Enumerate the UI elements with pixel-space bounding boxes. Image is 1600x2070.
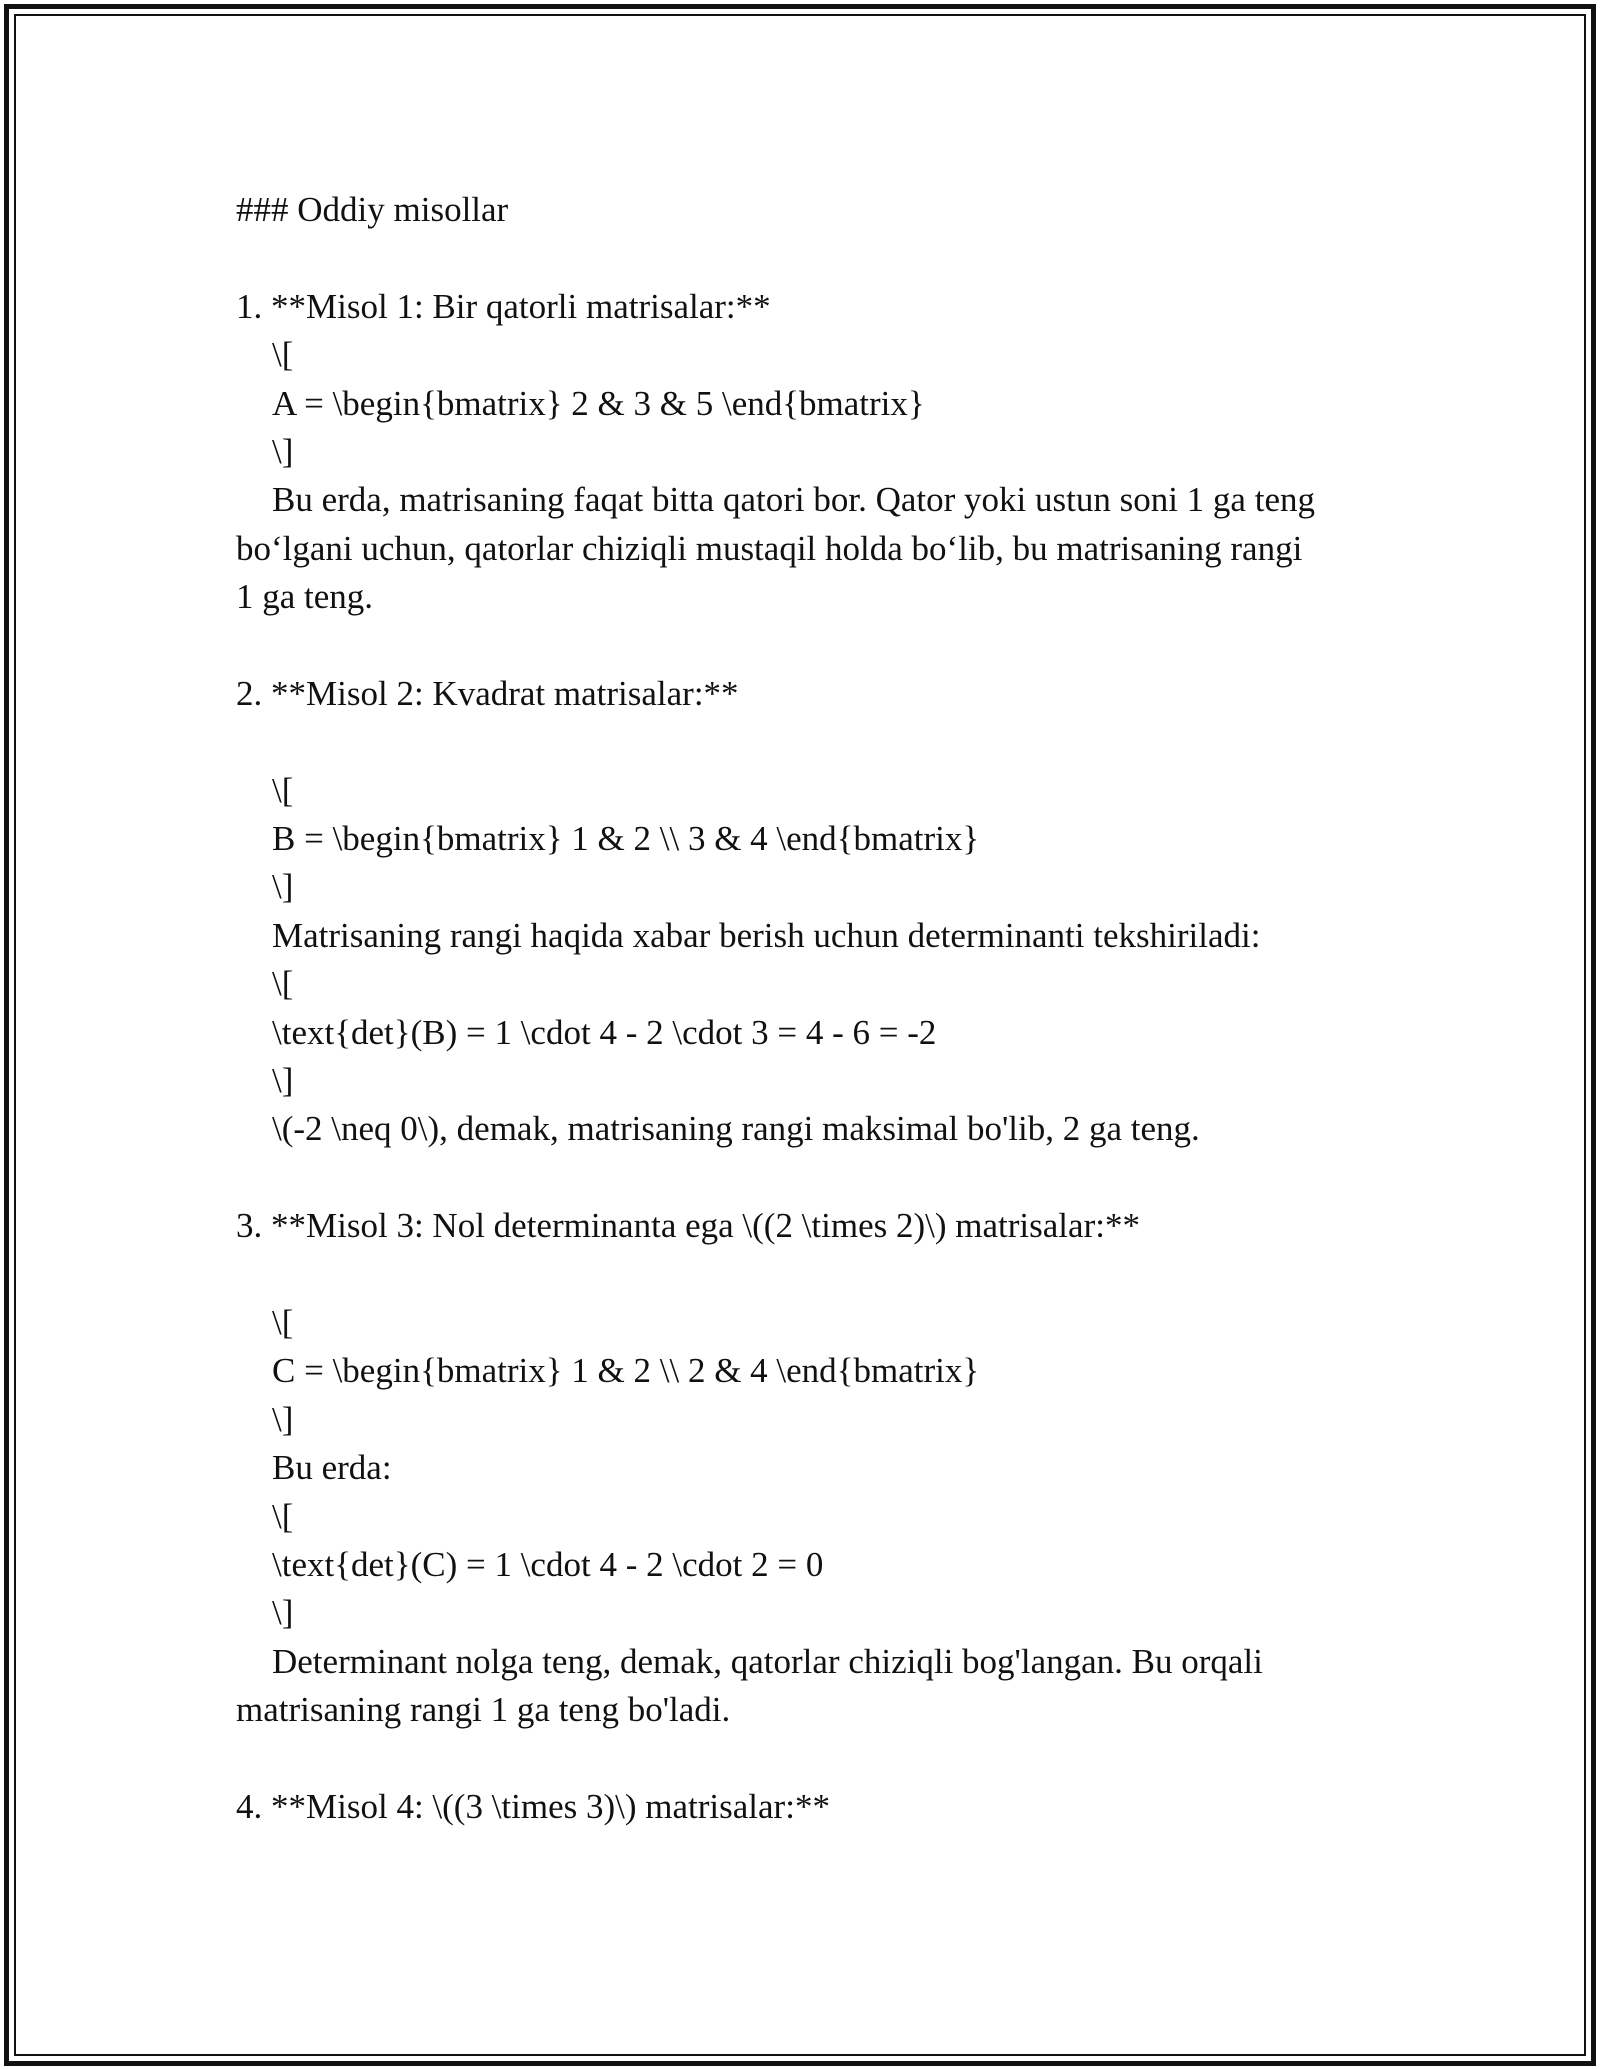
example-2-formula-1: B = \begin{bmatrix} 1 & 2 \\ 3 & 4 \end{bmatrix} bbox=[272, 819, 980, 859]
document-content bbox=[236, 186, 1386, 1831]
example-2-text-2: \(-2 \neq 0\), demak, matrisaning rangi maksimal bo'lib, 2 ga teng. bbox=[272, 1109, 1200, 1149]
example-3-formula-2: \text{det}(C) = 1 \cdot 4 - 2 \cdot 2 = 0 bbox=[272, 1544, 824, 1584]
example-3-title: 3. **Misol 3: Nol determinanta ega \((2 \times 2)\) matrisalar:** bbox=[236, 1206, 1140, 1246]
example-3-text-2-line-1: Determinant nolga teng, demak, qatorlar chiziqli bog'langan. Bu orqali bbox=[272, 1641, 1263, 1681]
example-1-math-open: \[ bbox=[272, 335, 294, 375]
example-1-formula: A = \begin{bmatrix} 2 & 3 & 5 \end{bmatrix} bbox=[272, 383, 925, 423]
example-2-title: 2. **Misol 2: Kvadrat matrisalar:** bbox=[236, 673, 739, 713]
example-2-math-open-1: \[ bbox=[272, 770, 294, 810]
example-3-text-2-line-2: matrisaning rangi 1 ga teng bo'ladi. bbox=[236, 1690, 731, 1730]
example-3-math-open-2: \[ bbox=[272, 1496, 294, 1536]
example-2-formula-2: \text{det}(B) = 1 \cdot 4 - 2 \cdot 3 = 4 - 6 = -2 bbox=[272, 1012, 937, 1052]
example-3-text-1: Bu erda: bbox=[272, 1448, 392, 1488]
example-3-math-open-1: \[ bbox=[272, 1302, 294, 1342]
example-1-text-line-3: 1 ga teng. bbox=[236, 577, 374, 617]
example-2-math-open-2: \[ bbox=[272, 964, 294, 1004]
example-4-title: 4. **Misol 4: \((3 \times 3)\) matrisalar:** bbox=[236, 1786, 830, 1826]
example-3-formula-1: C = \begin{bmatrix} 1 & 2 \\ 2 & 4 \end{bmatrix} bbox=[272, 1351, 980, 1391]
example-3-math-close-2: \] bbox=[272, 1593, 294, 1633]
example-3-math-close-1: \] bbox=[272, 1399, 294, 1439]
example-2-math-close-1: \] bbox=[272, 867, 294, 907]
example-1-math-close: \] bbox=[272, 431, 294, 471]
example-1-text-line-1: Bu erda, matrisaning faqat bitta qatori bor. Qator yoki ustun soni 1 ga teng bbox=[272, 480, 1315, 520]
section-heading: ### Oddiy misollar bbox=[236, 190, 509, 229]
example-2-text-1: Matrisaning rangi haqida xabar berish uchun determinanti tekshiriladi: bbox=[272, 915, 1261, 955]
example-1-title: 1. **Misol 1: Bir qatorli matrisalar:** bbox=[236, 286, 771, 326]
example-2-math-close-2: \] bbox=[272, 1061, 294, 1101]
example-1-text-line-2: bo‘lgani uchun, qatorlar chiziqli mustaqil holda bo‘lib, bu matrisaning rangi bbox=[236, 528, 1303, 568]
